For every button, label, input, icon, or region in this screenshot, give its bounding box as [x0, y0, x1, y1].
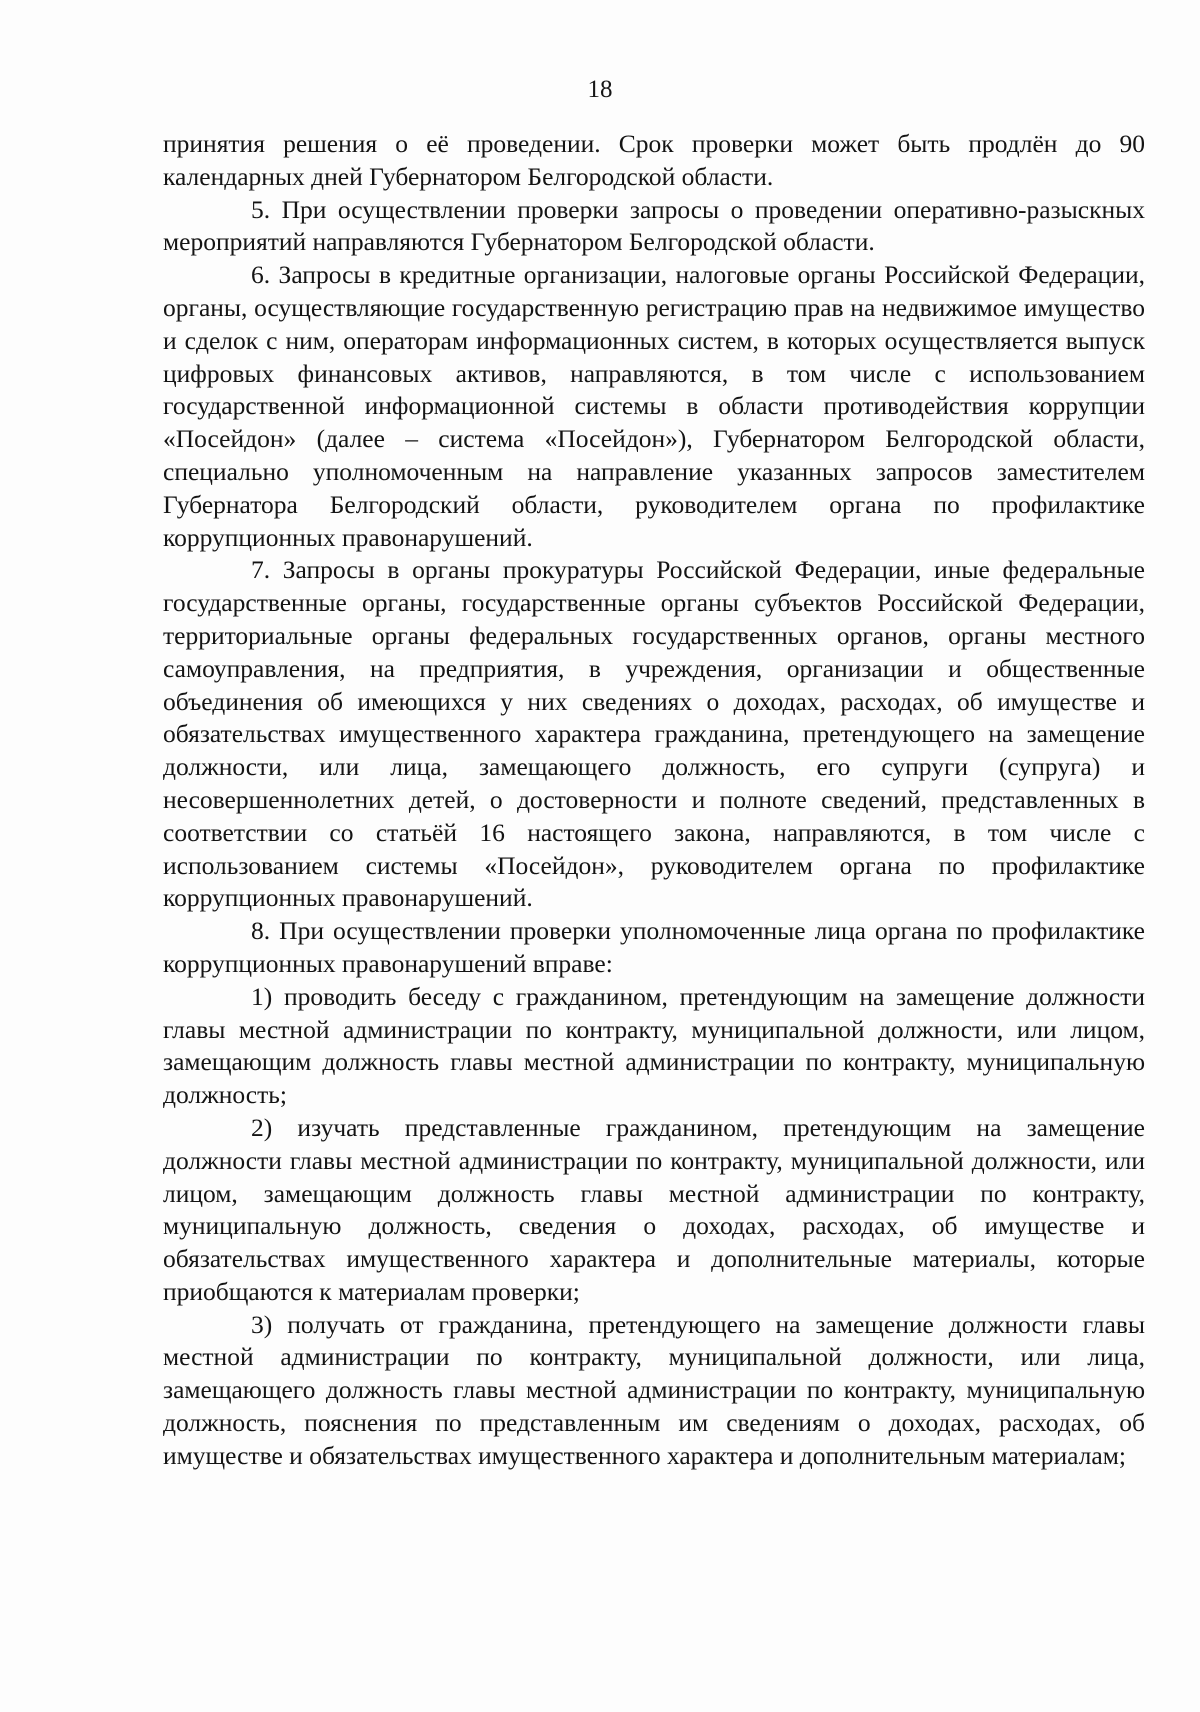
paragraph-item-5: 5. При осуществлении проверки запросы о проведении оперативно-разыскных мероприятий направляются Губернатором Белгородской области.	[163, 194, 1145, 257]
paragraph-item-7: 7. Запросы в органы прокуратуры Российской Федерации, иные федеральные государственные органы, государственные органы субъектов Российской Федерации, территориальные органы федеральных государственных органов, органы местного самоуправления, на предприятия, в учреждения, организации и общественные объединения об имеющихся у них сведениях о доходах, расходах, об имуществе и обязательствах имущественного характера гражданина, претендующего на замещение должности, или лица, замещающего должность, его супруги (супруга) и несовершеннолетних детей, о достоверности и полноте сведений, представленных в соответствии со статьёй 16 настоящего закона, направляются, в том числе с использованием системы «Посейдон», руководителем органа по профилактике коррупционных правонарушений.	[163, 555, 1145, 913]
page-number: 18	[587, 76, 613, 103]
paragraph-item-8: 8. При осуществлении проверки уполномоченные лица органа по профилактике коррупционных правонарушений вправе:	[163, 916, 1145, 978]
paragraph-subitem-3: 3) получать от гражданина, претендующего на замещение должности главы местной администрации по контракту, муниципальной должности, или лица, замещающего должность главы местной администрации по контракту, муниципальную должность, пояснения по представленным им сведениям о доходах, расходах, об имуществе и обязательствах имущественного характера и дополнительным материалам;	[163, 1309, 1145, 1470]
paragraph-continuation: принятия решения о её проведении. Срок проверки может быть продлён до 90 календарных дней Губернатором Белгородской области.	[163, 129, 1145, 191]
document-body	[163, 128, 1145, 1473]
paragraph-subitem-2: 2) изучать представленные гражданином, претендующим на замещение должности главы местной администрации по контракту, муниципальной должности, или лицом, замещающим должность главы местной администрации по контракту, муниципальную должность, сведения о доходах, расходах, об имуществе и обязательствах имущественного характера и дополнительные материалы, которые приобщаются к материалам проверки;	[163, 1112, 1145, 1306]
paragraph-item-6: 6. Запросы в кредитные организации, налоговые органы Российской Федерации, органы, осуществляющие государственную регистрацию прав на недвижимое имущество и сделок с ним, операторам информационных систем, в которых осуществляется выпуск цифровых финансовых активов, направляются, в том числе с использованием государственной информационной системы в области противодействия коррупции «Посейдон» (далее – система «Посейдон»), Губернатором Белгородской области, специально уполномоченным на направление указанных запросов заместителем Губернатора Белгородский области, руководителем органа по профилактике коррупционных правонарушений.	[163, 260, 1145, 552]
paragraph-subitem-1: 1) проводить беседу с гражданином, претендующим на замещение должности главы местной администрации по контракту, муниципальной должности, или лицом, замещающим должность главы местной администрации по контракту, муниципальную должность;	[163, 981, 1145, 1110]
